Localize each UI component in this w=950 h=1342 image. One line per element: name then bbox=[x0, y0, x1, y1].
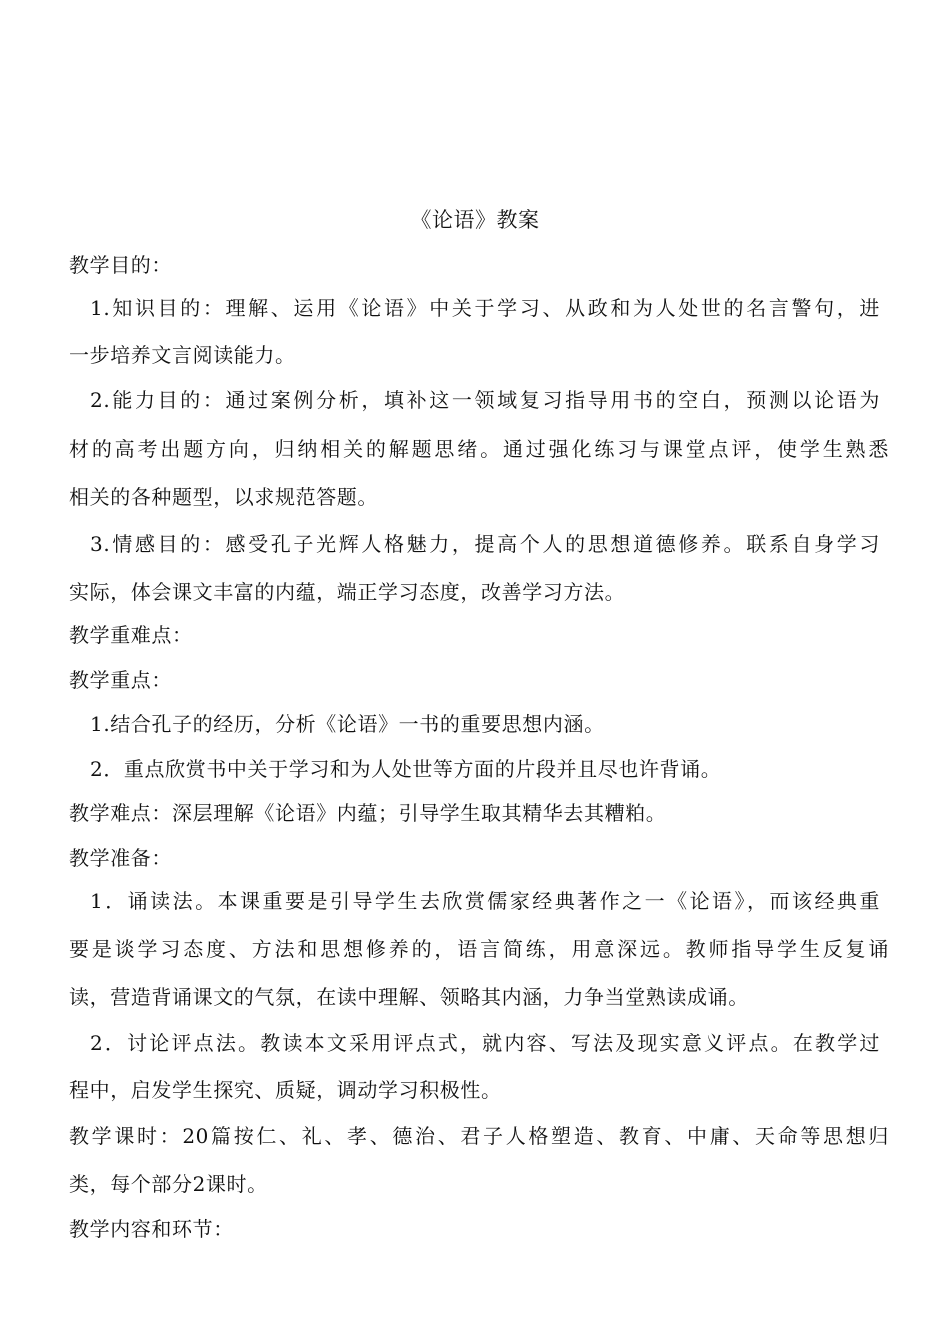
paragraph-line: 2．讨论评点法。教读本文采用评点式，就内容、写法及现实意义评点。在教学过 bbox=[90, 1031, 880, 1055]
paragraph-line: 一步培养文言阅读能力。 bbox=[69, 343, 296, 367]
paragraph-line: 1.结合孔子的经历，分析《论语》一书的重要思想内涵。 bbox=[90, 712, 605, 736]
section-heading-preparation: 教学准备： bbox=[69, 846, 172, 870]
paragraph-line: 1．诵读法。本课重要是引导学生去欣赏儒家经典著作之一《论语》，而该经典重 bbox=[90, 889, 880, 913]
paragraph-line: 2．重点欣赏书中关于学习和为人处世等方面的片段并且尽也许背诵。 bbox=[90, 757, 722, 781]
section-heading-content: 教学内容和环节： bbox=[69, 1217, 234, 1241]
paragraph-line: 读，营造背诵课文的气氛，在读中理解、领略其内涵，力争当堂熟读成诵。 bbox=[69, 985, 749, 1009]
paragraph-line: 实际，体会课文丰富的内蕴，端正学习态度，改善学习方法。 bbox=[69, 580, 626, 604]
paragraph-line: 教学课时：20篇按仁、礼、孝、德治、君子人格塑造、教育、中庸、天命等思想归 bbox=[69, 1124, 889, 1148]
paragraph-line: 类，每个部分2课时。 bbox=[69, 1172, 268, 1196]
paragraph-line: 教学难点：深层理解《论语》内蕴；引导学生取其精华去其糟粕。 bbox=[69, 801, 667, 825]
paragraph-line: 程中，启发学生探究、质疑，调动学习积极性。 bbox=[69, 1078, 502, 1102]
section-heading-objectives: 教学目的： bbox=[69, 253, 172, 277]
paragraph-line: 2.能力目的：通过案例分析，填补这一领域复习指导用书的空白，预测以论语为 bbox=[90, 388, 880, 412]
document-title: 《论语》教案 bbox=[410, 208, 540, 232]
paragraph-line: 3.情感目的：感受孔子光辉人格魅力，提高个人的思想道德修养。联系自身学习 bbox=[90, 532, 880, 556]
paragraph-line: 1.知识目的：理解、运用《论语》中关于学习、从政和为人处世的名言警句，进 bbox=[90, 296, 880, 320]
section-heading-key-points: 教学重点： bbox=[69, 668, 172, 692]
paragraph-line: 相关的各种题型，以求规范答题。 bbox=[69, 485, 378, 509]
paragraph-line: 材的高考出题方向，归纳相关的解题思绪。通过强化练习与课堂点评，使学生熟悉 bbox=[69, 437, 889, 461]
section-heading-key-difficult: 教学重难点： bbox=[69, 623, 193, 647]
paragraph-line: 要是谈学习态度、方法和思想修养的，语言简练，用意深远。教师指导学生反复诵 bbox=[69, 937, 889, 961]
